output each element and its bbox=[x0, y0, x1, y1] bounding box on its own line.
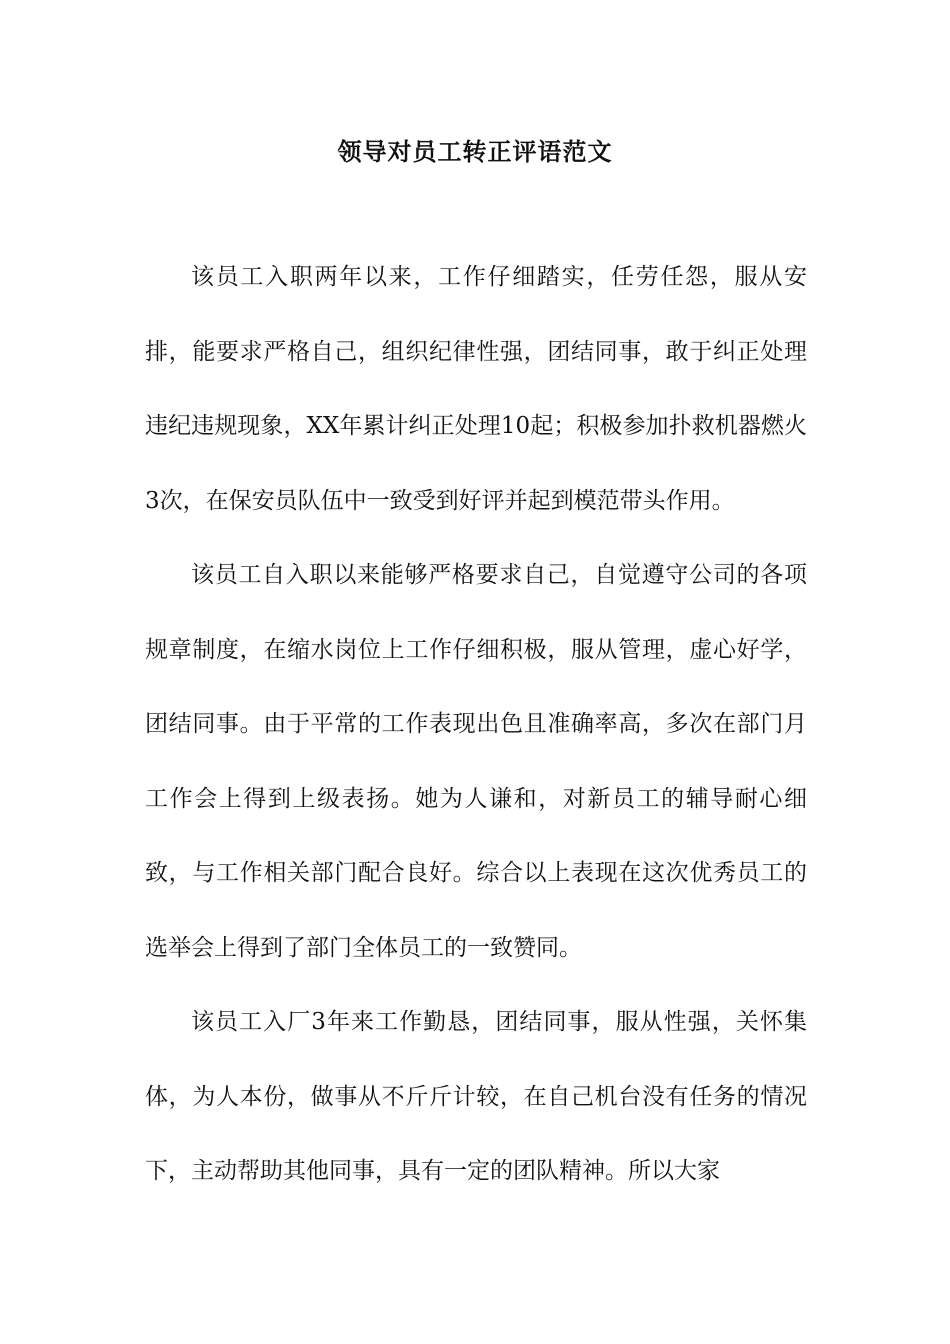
paragraph-1: 该员工入职两年以来，工作仔细踏实，任劳任怨，服从安排，能要求严格自己，组织纪律性强，团结同事，敢于纠正处理违纪违规现象，XX年累计纠正处理10起；积极参加扑救机器燃火3次，在保安员队伍中一致受到好评并起到模范带头作用。 bbox=[145, 264, 807, 514]
paragraph-3: 该员工入厂3年来工作勤恳，团结同事，服从性强，关怀集体，为人本份，做事从不斤斤计较，在自己机台没有任务的情况下，主动帮助其他同事，具有一定的团队精神。所以大家 bbox=[145, 1009, 807, 1184]
document-body bbox=[145, 240, 807, 1209]
paragraph-2: 该员工自入职以来能够严格要求自己，自觉遵守公司的各项规章制度，在缩水岗位上工作仔细积极，服从管理，虚心好学，团结同事。由于平常的工作表现出色且准确率高，多次在部门月工作会上得到上级表扬。她为人谦和，对新员工的辅导耐心细致，与工作相关部门配合良好。综合以上表现在这次优秀员工的选举会上得到了部门全体员工的一致赞同。 bbox=[145, 562, 807, 961]
document-title: 领导对员工转正评语范文 bbox=[337, 137, 613, 166]
